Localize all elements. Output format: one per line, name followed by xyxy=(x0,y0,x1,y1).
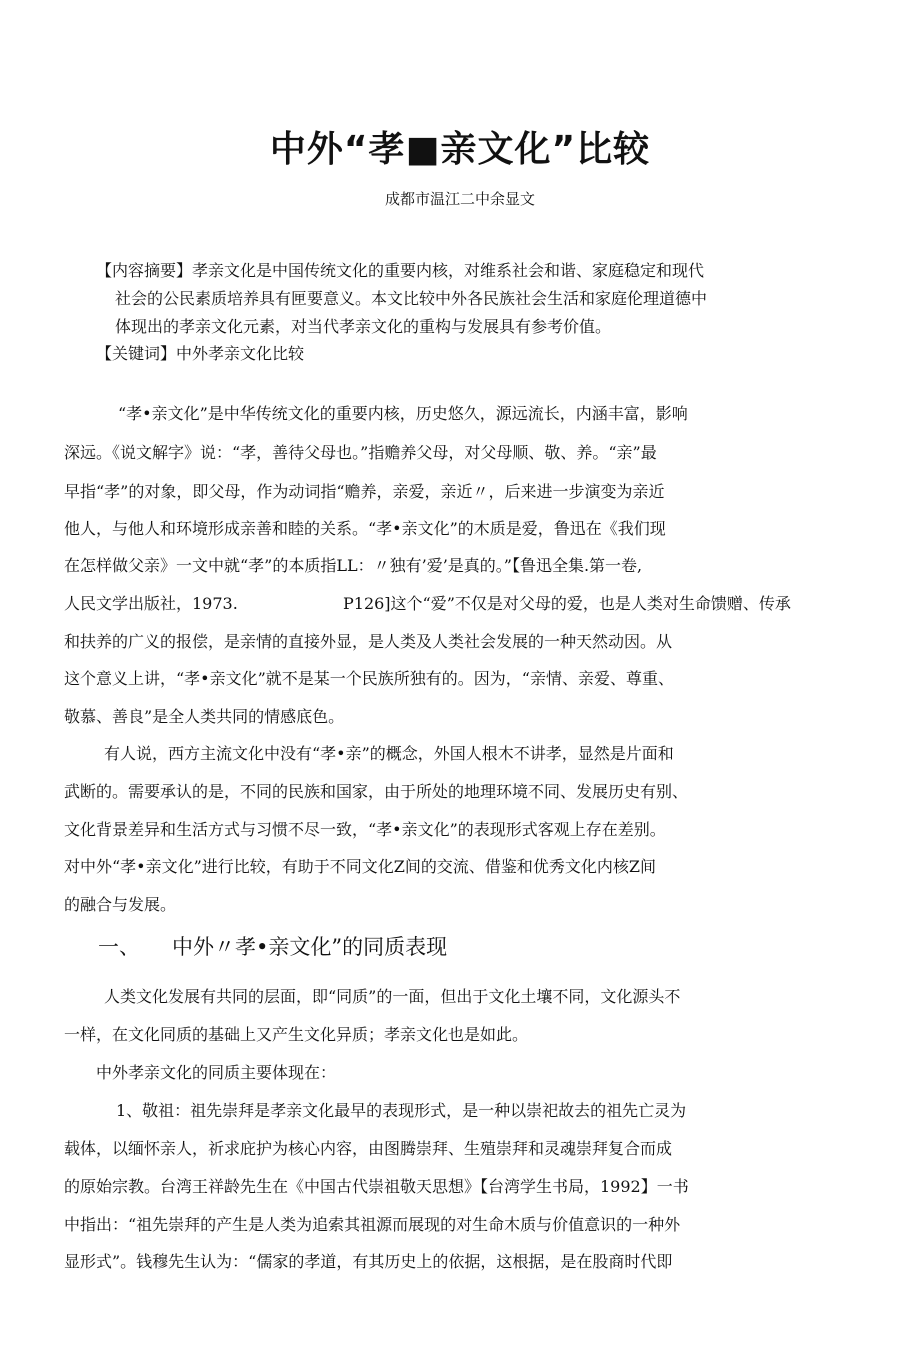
paragraph-line: 他人，与他人和环境形成亲善和睦的关系。“孝•亲文化”的木质是爱，鲁迅在《我们现 xyxy=(64,519,666,538)
paragraph-line: 中指出：“祖先崇拜的产生是人类为追索其祖源而展现的对生命木质与价值意识的一种外 xyxy=(64,1215,681,1234)
paragraph-line: 人类文化发展有共同的层面，即“同质”的一面，但出于文化土壤不同，文化源头不 xyxy=(104,987,681,1006)
author-line: 成都市温江二中余显文 xyxy=(384,190,535,208)
paragraph-line: 1、敬祖：祖先崇拜是孝亲文化最早的表现形式，是一种以崇祀故去的祖先亡灵为 xyxy=(116,1101,687,1120)
paragraph-line: 这个意义上讲，“孝•亲文化”就不是某一个民族所独有的。因为，“亲情、亲爱、尊重、 xyxy=(64,669,674,688)
paragraph-line: 一样，在文化同质的基础上又产生文化异质；孝亲文化也是如此。 xyxy=(64,1025,529,1044)
paragraph-line: “孝•亲文化”是中华传统文化的重要内核，历史悠久，源远流长，内涵丰富，影响 xyxy=(118,404,688,423)
paragraph-line: 文化背景差异和生活方式与习惯不尽一致，“孝•亲文化”的表现形式客观上存在差别。 xyxy=(64,820,666,839)
paragraph-line: 载体，以缅怀亲人，祈求庇护为核心内容，由图腾崇拜、生殖崇拜和灵魂崇拜复合而成 xyxy=(64,1139,673,1158)
paragraph-line: 的原始宗教。台湾王祥龄先生在《中国古代崇祖敬天思想》【台湾学生书局，1992】一书 xyxy=(64,1177,689,1196)
paragraph-line: 早指“孝”的对象，即父母，作为动词指“赡养，亲爱，亲近〃，后来进一步演变为亲近 xyxy=(64,482,665,501)
page-title: 中外“孝■亲文化”比较 xyxy=(269,129,651,170)
paragraph-line: 显形式”。钱穆先生认为：“儒家的孝道，有其历史上的依据，这根据，是在股商时代即 xyxy=(64,1252,673,1271)
paragraph-line: 中外孝亲文化的同质主要体现在： xyxy=(96,1063,337,1082)
paragraph-line: 有人说，西方主流文化中没有“孝•亲”的概念，外国人根木不讲孝，显然是片面和 xyxy=(104,744,674,763)
paragraph-line: P126]这个“爱”不仅是对父母的爱，也是人类对生命馈赠、传承 xyxy=(343,594,791,613)
section-heading-number: 一、 xyxy=(98,935,140,959)
paragraph-line: 和扶养的广义的报偿，是亲情的直接外显，是人类及人类社会发展的一种天然动因。从 xyxy=(64,632,673,651)
abstract-line: 社会的公民素质培养具有匣要意义。本文比较中外各民族社会生活和家庭伦理道德中 xyxy=(115,289,708,308)
paragraph-line: 敬慕、善良”是全人类共同的情感底色。 xyxy=(64,707,345,726)
paragraph-line: 在怎样做父亲》一文中就“孝”的本质指LL：〃独有’爱’是真的。”【鲁迅全集.第一卷, xyxy=(64,556,643,575)
abstract-line: 体现出的孝亲文化元素，对当代孝亲文化的重构与发展具有参考价值。 xyxy=(115,317,612,336)
section-heading: 中外〃孝•亲文化”的同质表现 xyxy=(172,935,448,959)
paragraph-line: 人民文学出版社，1973. xyxy=(64,594,238,613)
paragraph-line: 深远。《说文解字》说：“孝，善待父母也。”指赡养父母，对父母顺、敬、养。“亲”最 xyxy=(64,443,657,462)
paragraph-line: 的融合与发展。 xyxy=(64,895,177,914)
keywords-line: 【关键词】中外孝亲文化比较 xyxy=(96,344,305,363)
paragraph-line: 武断的。需要承认的是，不同的民族和国家，由于所处的地理环境不同、发展历史有别、 xyxy=(64,782,689,801)
paragraph-line: 对中外“孝•亲文化”进行比较，有助于不同文化Z间的交流、借鉴和优秀文化内核Z间 xyxy=(64,857,657,876)
abstract-line: 【内容摘要】孝亲文化是中国传统文化的重要内核，对维系社会和谐、家庭稳定和现代 xyxy=(96,261,705,280)
